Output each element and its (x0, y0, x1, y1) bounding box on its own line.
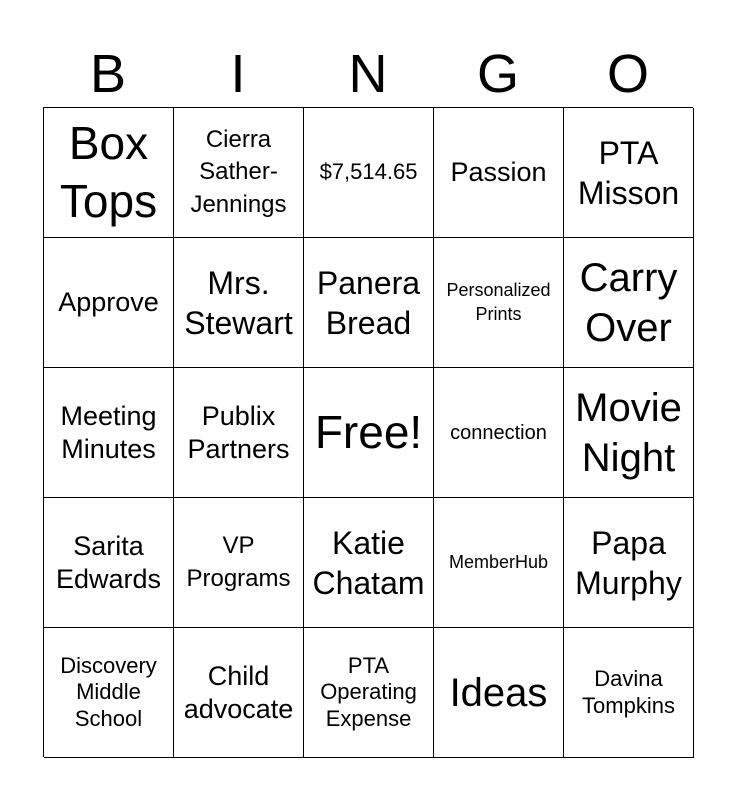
cell-label: Ideas (449, 670, 548, 715)
cell-label: Child advocate (183, 661, 294, 724)
bingo-cell-r2-c2[interactable] (174, 238, 304, 368)
bingo-cell-r5-c5[interactable] (564, 628, 694, 758)
bingo-cell-r5-c1[interactable] (44, 628, 174, 758)
bingo-cell-r4-c4[interactable] (434, 498, 564, 628)
cell-label: Panera Bread (316, 264, 421, 341)
cell-label: Sarita Edwards (55, 531, 162, 594)
cell-label: Cierra Sather- Jennings (190, 125, 287, 218)
header-letter-g: G (476, 44, 519, 104)
header-letter-n: N (348, 44, 388, 104)
cell-label: Free! (314, 405, 423, 458)
bingo-header (43, 40, 693, 108)
header-letter-o: O (606, 44, 649, 104)
bingo-cell-r4-c2[interactable] (174, 498, 304, 628)
cell-label: Passion (450, 157, 547, 188)
cell-label: $7,514.65 (319, 159, 418, 185)
cell-label: Katie Chatam (312, 524, 425, 601)
bingo-cell-r5-c3[interactable] (304, 628, 434, 758)
cell-label: Discovery Middle School (60, 652, 157, 731)
cell-label: connection (450, 421, 547, 444)
bingo-cell-r4-c3[interactable] (304, 498, 434, 628)
cell-label: Mrs. Stewart (184, 264, 293, 341)
bingo-cell-r3-c1[interactable] (44, 368, 174, 498)
bingo-cell-r3-c4[interactable] (434, 368, 564, 498)
bingo-cell-r5-c2[interactable] (174, 628, 304, 758)
bingo-cell-r1-c4[interactable] (434, 108, 564, 238)
bingo-cell-r5-c4[interactable] (434, 628, 564, 758)
cell-label: Carry Over (579, 255, 678, 350)
cell-label: Approve (58, 287, 159, 318)
bingo-cell-r1-c3[interactable] (304, 108, 434, 238)
bingo-cell-r3-c3[interactable] (304, 368, 434, 498)
header-letter-i: I (230, 44, 246, 104)
cell-label: Meeting Minutes (60, 401, 157, 464)
bingo-cell-r2-c4[interactable] (434, 238, 564, 368)
bingo-cell-r1-c5[interactable] (564, 108, 694, 238)
bingo-cell-r2-c1[interactable] (44, 238, 174, 368)
cell-label: Box Tops (59, 117, 158, 227)
cell-label: VP Programs (186, 532, 291, 592)
header-letter-b: B (89, 44, 127, 104)
cell-label: PTA Operating Expense (320, 652, 417, 731)
cell-label: Papa Murphy (575, 524, 682, 601)
cell-label: Movie Night (575, 385, 682, 480)
bingo-cell-r2-c5[interactable] (564, 238, 694, 368)
cell-label: Personalized Prints (446, 280, 551, 324)
bingo-cell-r4-c1[interactable] (44, 498, 174, 628)
bingo-cell-r1-c2[interactable] (174, 108, 304, 238)
bingo-cell-r2-c3[interactable] (304, 238, 434, 368)
cell-label: MemberHub (448, 551, 549, 572)
bingo-cell-r1-c1[interactable] (44, 108, 174, 238)
bingo-cell-r4-c5[interactable] (564, 498, 694, 628)
bingo-cell-r3-c5[interactable] (564, 368, 694, 498)
cell-label: PTA Misson (577, 134, 680, 211)
cell-label: Publix Partners (187, 401, 290, 464)
bingo-cell-r3-c2[interactable] (174, 368, 304, 498)
bingo-grid (43, 107, 693, 757)
cell-label: Davina Tompkins (582, 666, 675, 718)
